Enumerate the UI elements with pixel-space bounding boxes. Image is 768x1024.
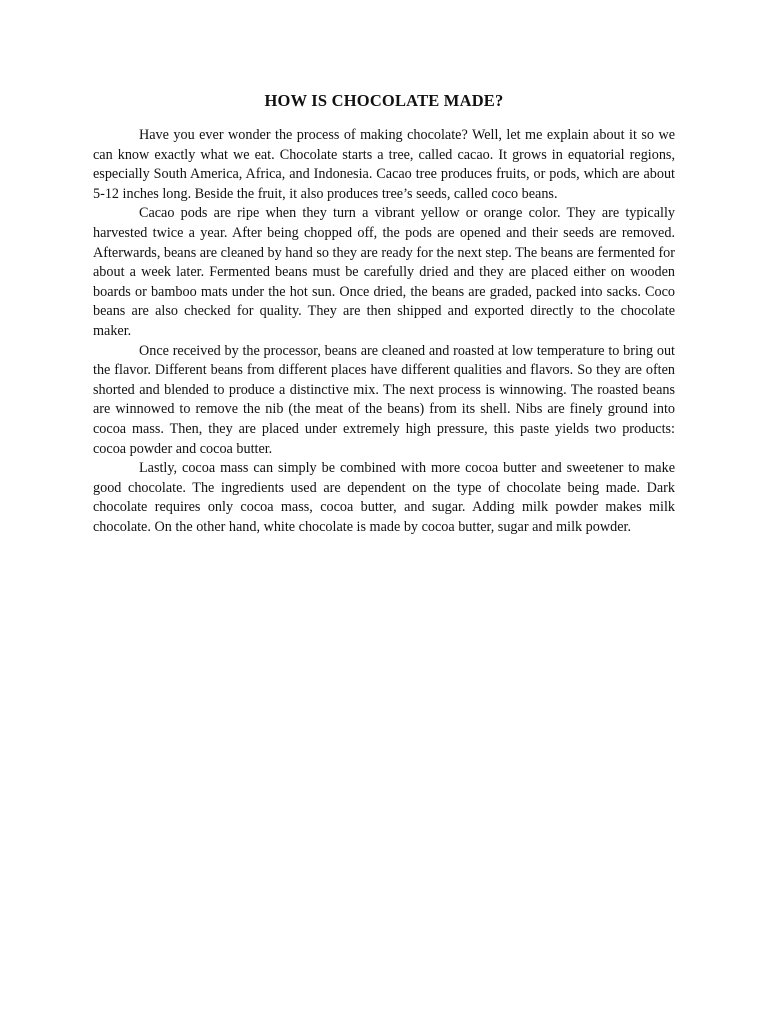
document-body: [93, 90, 675, 537]
paragraph-harvest: Cacao pods are ripe when they turn a vibrant yellow or orange color. They are typically harvested twice a year. After being chopped off, the pods are opened and their seeds are removed. Afterwards, beans are cleaned by hand so they are ready for the next step. The beans are fermented for about a week later. Fermented beans must be carefully dried and they are placed either on wooden boards or bamboo mats under the hot sun. Once dried, the beans are graded, packed into sacks. Coco beans are also checked for quality. They are then shipped and exported directly to the chocolate maker.: [93, 205, 675, 339]
paragraph-origin: Have you ever wonder the process of making chocolate? Well, let me explain about it so we can know exactly what we eat. Chocolate starts a tree, called cacao. It grows in equatorial regions, especially South America, Africa, and Indonesia. Cacao tree produces fruits, or pods, which are about 5-12 inches long. Beside the fruit, it also produces tree’s seeds, called coco beans.: [93, 127, 675, 202]
paragraph-final-product: Lastly, cocoa mass can simply be combined with more cocoa butter and sweetener to make good chocolate. The ingredients used are dependent on the type of chocolate being made. Dark chocolate requires only cocoa mass, cocoa butter, and sugar. Adding milk powder makes milk chocolate. On the other hand, white chocolate is made by cocoa butter, sugar and milk powder.: [93, 460, 675, 535]
paragraph-processing: Once received by the processor, beans are cleaned and roasted at low temperature to bring out the flavor. Different beans from different places have different qualities and flavors. So they are often shorted and blended to produce a distinctive mix. The next process is winnowing. The roasted beans are winnowed to remove the nib (the meat of the beans) from its shell. Nibs are finely ground into cocoa mass. Then, they are placed under extremely high pressure, this paste yields two products: cocoa powder and cocoa butter.: [93, 342, 675, 457]
document-title: HOW IS CHOCOLATE MADE?: [264, 91, 504, 110]
